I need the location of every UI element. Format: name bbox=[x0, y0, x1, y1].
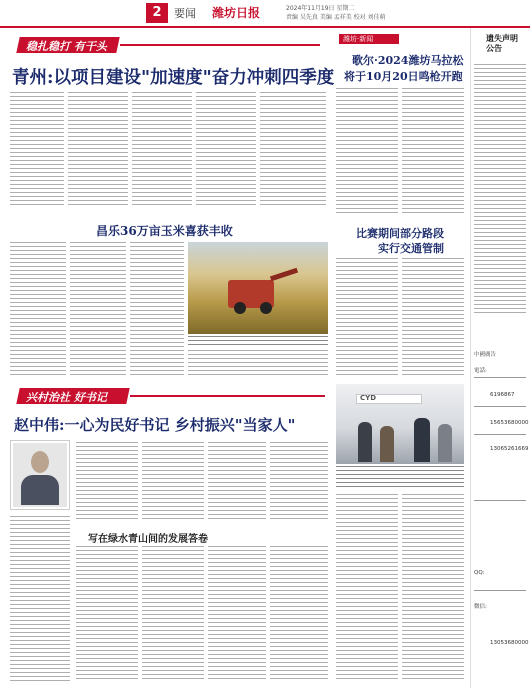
headline-changle: 昌乐36万亩玉米喜获丰收 bbox=[96, 224, 233, 238]
article-body bbox=[142, 442, 204, 520]
ad-divider bbox=[474, 434, 526, 435]
visitor-figure bbox=[380, 426, 394, 462]
article-body bbox=[130, 242, 184, 378]
portrait-photo bbox=[10, 440, 70, 510]
ad-title: 遗失声明公告 bbox=[486, 34, 518, 53]
harvester-wheel bbox=[260, 302, 272, 314]
issue-date: 2024年11月19日 星期二 bbox=[286, 5, 355, 12]
headline-traffic-2: 实行交通管制 bbox=[378, 242, 444, 255]
headline-traffic-1: 比赛期间部分路段 bbox=[356, 227, 444, 240]
headline-zhao: 赵中伟:一心为民好书记 乡村振兴"当家人" bbox=[14, 416, 296, 434]
ad-label: 微信: bbox=[474, 604, 487, 610]
article-body bbox=[208, 442, 266, 520]
article-body bbox=[402, 494, 464, 682]
article-body bbox=[70, 242, 126, 378]
banner-1-text: 稳扎稳打 有干头 bbox=[26, 40, 107, 53]
article-body bbox=[132, 92, 192, 208]
harvester-wheel bbox=[234, 302, 246, 314]
portrait-head bbox=[31, 451, 49, 473]
article-body bbox=[402, 88, 464, 216]
ad-divider bbox=[474, 590, 526, 591]
portrait-body bbox=[21, 475, 59, 505]
article-body bbox=[336, 494, 398, 682]
photo-caption bbox=[336, 466, 464, 490]
ad-divider bbox=[474, 500, 526, 501]
harvester-spout bbox=[270, 268, 298, 281]
ad-phone: 15653680000 bbox=[490, 420, 529, 426]
headline-qingzhou: 青州:以项目建设"加速度"奋力冲刺四季度 bbox=[12, 68, 335, 88]
article-body bbox=[402, 258, 464, 378]
page-header bbox=[0, 0, 530, 26]
banner-rule bbox=[120, 44, 320, 46]
ad-label: 中國廣告 bbox=[474, 352, 497, 358]
article-body bbox=[196, 92, 256, 208]
article-body bbox=[76, 442, 138, 520]
ad-phone: 13053680000 bbox=[490, 640, 529, 646]
article-body bbox=[260, 92, 326, 208]
banner-2-text: 兴村治社 好书记 bbox=[26, 391, 107, 404]
column-banner-2 bbox=[8, 388, 328, 408]
banner-rule bbox=[130, 395, 325, 397]
subheadline-green: 写在绿水青山间的发展答卷 bbox=[88, 534, 208, 545]
section-name: 要闻 bbox=[174, 7, 196, 20]
article-body bbox=[10, 92, 64, 208]
header-rule bbox=[0, 26, 530, 28]
ad-phone: 13065261669 bbox=[490, 446, 529, 452]
ad-label: 電話: bbox=[474, 368, 487, 374]
article-body bbox=[270, 442, 328, 520]
headline-marathon-1: 歌尔·2024潍坊马拉松 bbox=[352, 54, 464, 67]
article-body bbox=[336, 88, 398, 216]
photo-expo bbox=[336, 384, 464, 464]
visitor-figure bbox=[438, 424, 452, 462]
ad-notice-text bbox=[474, 64, 526, 314]
newspaper-brand: 潍坊日报 bbox=[212, 6, 261, 20]
article-body bbox=[10, 242, 66, 378]
ad-phone: 6196867 bbox=[490, 392, 515, 398]
article-body bbox=[76, 546, 138, 682]
article-body bbox=[142, 546, 204, 682]
ad-label: QQ: bbox=[474, 570, 485, 576]
article-body bbox=[188, 350, 328, 378]
photo-corn-harvest bbox=[188, 242, 328, 334]
article-body bbox=[336, 258, 398, 378]
column-banner-1 bbox=[8, 37, 328, 55]
expo-sign-text: CYD bbox=[360, 394, 377, 402]
article-body bbox=[270, 546, 328, 682]
article-body bbox=[208, 546, 266, 682]
ad-divider bbox=[474, 406, 526, 407]
section-tag-text: 潍坊·新闻 bbox=[343, 35, 374, 43]
headline-marathon-2: 将于10月20日鸣枪开跑 bbox=[344, 70, 463, 83]
article-body bbox=[68, 92, 128, 208]
editor-line: 责编 吴先真 美编 孟祥美 校对 刘佳萌 bbox=[286, 14, 386, 21]
visitor-figure bbox=[414, 418, 430, 462]
section-tag bbox=[339, 34, 399, 44]
photo-caption bbox=[188, 336, 328, 346]
visitor-figure bbox=[358, 422, 372, 462]
article-body bbox=[10, 516, 70, 682]
page-number: 2 bbox=[146, 3, 168, 23]
ad-divider bbox=[474, 377, 526, 378]
